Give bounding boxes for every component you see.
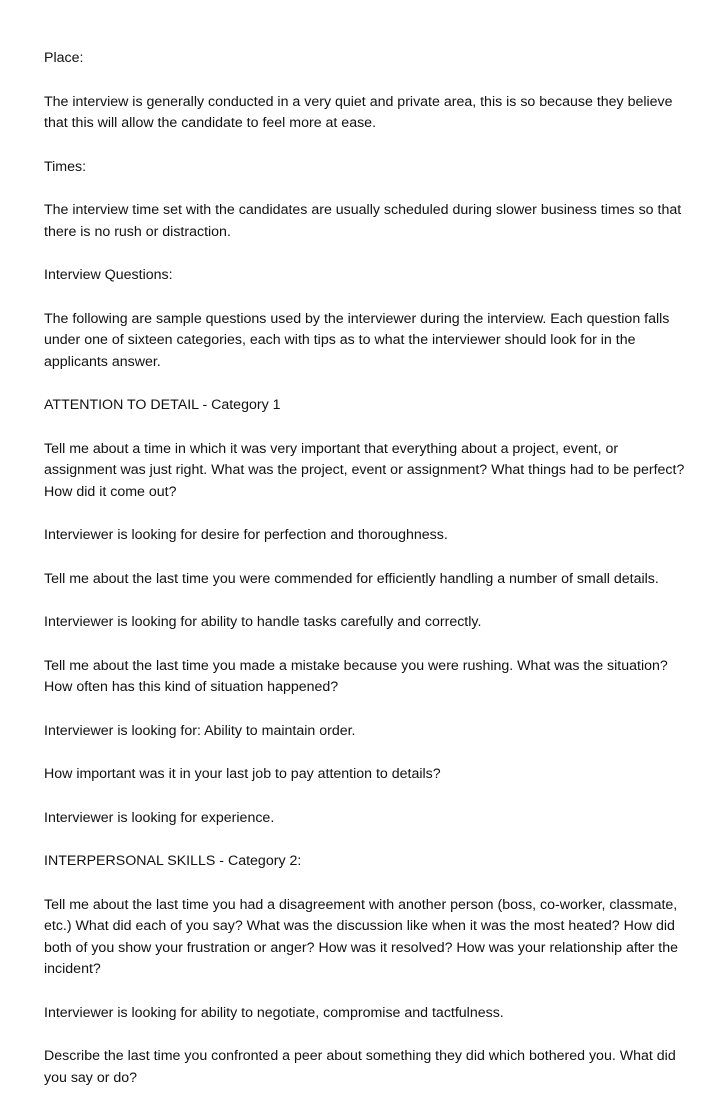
question-text: How important was it in your last job to pay attention to details? bbox=[44, 766, 441, 782]
interviewer-note: Interviewer is looking for ability to negotiate, compromise and tactfulness. bbox=[44, 1004, 504, 1021]
interviewer-note: Interviewer is looking for desire for perfection and thoroughness. bbox=[44, 527, 448, 543]
times-description: The interview time set with the candidates are usually scheduled during slower business times so that there is no rush or distraction. bbox=[44, 202, 682, 240]
interview-questions-intro: The following are sample questions used by the interviewer during the interview. Each question falls under one of sixteen categories, each with tips as to what the interviewer should look for in the applicants answer. bbox=[44, 310, 670, 370]
question-text: Tell me about the last time you were commended for efficiently handling a number of small details. bbox=[44, 570, 659, 587]
question-text: Describe the last time you confronted a peer about something they did which bothered you. What did you say or do? bbox=[44, 1048, 676, 1086]
interviewer-note: Interviewer is looking for: Ability to maintain order. bbox=[44, 722, 356, 739]
question-text: Tell me about a time in which it was very important that everything about a project, event, or assignment was just right. What was the project, event or assignment? What things had to be perfect? How did it come out? bbox=[44, 440, 685, 500]
interviewer-note: Interviewer is looking for experience. bbox=[44, 809, 275, 826]
label-place: Place: bbox=[44, 50, 84, 66]
category-heading-attention-to-detail: ATTENTION TO DETAIL - Category 1 bbox=[44, 397, 281, 413]
label-interview-questions: Interview Questions: bbox=[44, 267, 173, 283]
question-text: Tell me about the last time you made a mistake because you were rushing. What was the situation? How often has this kind of situation happened? bbox=[44, 657, 668, 695]
interviewer-note: Interviewer is looking for ability to handle tasks carefully and correctly. bbox=[44, 614, 482, 630]
place-description: The interview is generally conducted in a very quiet and private area, this is so because they believe that this will allow the candidate to feel more at ease. bbox=[44, 93, 673, 131]
document-page bbox=[44, 48, 690, 1111]
label-times: Times: bbox=[44, 158, 87, 175]
question-text: Tell me about the last time you had a disagreement with another person (boss, co-worker, classmate, etc.) What did each of you say? What was the discussion like when it was the most heated? How did both of you show your frustration or anger? How was it resolved? How was your relationship after the incident? bbox=[44, 896, 679, 977]
category-heading-interpersonal-skills: INTERPERSONAL SKILLS - Category 2: bbox=[44, 853, 302, 869]
